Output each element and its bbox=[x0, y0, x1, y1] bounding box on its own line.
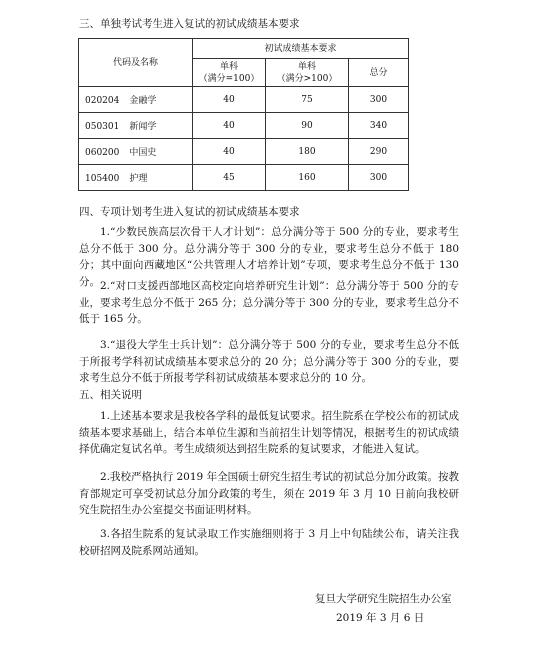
row-total: 300 bbox=[349, 165, 409, 191]
row-single-over100: 75 bbox=[266, 87, 349, 113]
section-5-item-2 bbox=[79, 469, 459, 519]
header-single-high bbox=[266, 59, 349, 87]
section-4-item-2-text: 2.“对口支援西部地区高校定向培养研究生计划”：总分满分等于 500 分的专业，要求考生总分不低于 265 分；总分满分等于 300 分的专业，要求考生总分不低于 165 分。 bbox=[79, 280, 459, 325]
header-code-name: 代码及名称 bbox=[79, 39, 193, 87]
section-5-item-1-text: 1.上述基本要求是我校各学科的最低复试要求。招生院系在学校公布的初试成绩基本要求基础上，结合本单位生源和当前招生计划等情况，根据考生的初试成绩择优确定复试名单。考生成绩须达到招生院系的复试要求，才能进入复试。 bbox=[79, 410, 459, 455]
row-code: 060200 bbox=[85, 148, 120, 158]
row-single-over100: 180 bbox=[266, 139, 349, 165]
section-5-item-3 bbox=[79, 526, 459, 559]
row-total: 290 bbox=[349, 139, 409, 165]
section-4-heading: 四、专项计划考生进入复试的初试成绩基本要求 bbox=[79, 206, 300, 218]
row-single-100: 45 bbox=[193, 165, 266, 191]
section-5-heading: 五、相关说明 bbox=[79, 389, 142, 401]
row-name: 新闻学 bbox=[129, 122, 157, 132]
header-score-group: 初试成绩基本要求 bbox=[193, 39, 409, 59]
row-name: 护理 bbox=[129, 174, 148, 184]
section-4-item-3-text: 3.“退役大学生士兵计划”：总分满分等于 500 分的专业，要求考生总分不低于所报考学科初试成绩基本要求总分的 20 分；总分满分等于 300 分的专业，要求考生总分不低于所报考学科初试成绩基本要求总分的 10 分。 bbox=[79, 339, 459, 384]
row-single-100: 40 bbox=[193, 113, 266, 139]
row-total: 300 bbox=[349, 87, 409, 113]
row-name: 金融学 bbox=[129, 96, 157, 106]
header-single-low bbox=[193, 59, 266, 87]
header-single-low-line1: 单科 bbox=[219, 61, 238, 72]
section-4-item-2 bbox=[79, 278, 459, 328]
table-row bbox=[79, 165, 409, 191]
header-single-high-line2: （满分>100） bbox=[276, 73, 338, 84]
row-name: 中国史 bbox=[129, 148, 157, 158]
section-5-item-3-text: 3.各招生院系的复试录取工作实施细则将于 3 月上中旬陆续公布，请关注我校研招网及院系网站通知。 bbox=[79, 528, 459, 557]
section-4-item-3 bbox=[79, 337, 459, 387]
header-single-high-line1: 单科 bbox=[297, 61, 316, 72]
section-3-heading: 三、单独考试考生进入复试的初试成绩基本要求 bbox=[79, 18, 300, 30]
row-single-100: 40 bbox=[193, 87, 266, 113]
issue-date: 2019 年 3 月 6 日 bbox=[336, 612, 425, 624]
section-5-item-2-text: 2.我校严格执行 2019 年全国硕士研究生招生考试的初试总分加分政策。按教育部规定可享受初试总分加分政策的考生，须在 2019 年 3 月 10 日前向我校研究生院招生办公室提交书面证明材料。 bbox=[79, 471, 459, 516]
table-row bbox=[79, 113, 409, 139]
row-code: 020204 bbox=[85, 96, 120, 106]
header-total: 总分 bbox=[349, 59, 409, 87]
header-single-low-line2: （满分=100） bbox=[198, 73, 260, 84]
table-row bbox=[79, 87, 409, 113]
row-code: 050301 bbox=[85, 122, 120, 132]
row-total: 340 bbox=[349, 113, 409, 139]
issuing-office: 复旦大学研究生院招生办公室 bbox=[315, 593, 452, 605]
table-row bbox=[79, 139, 409, 165]
row-single-over100: 160 bbox=[266, 165, 349, 191]
section-5-item-1 bbox=[79, 408, 459, 458]
row-code: 105400 bbox=[85, 174, 120, 184]
score-requirements-table bbox=[78, 38, 409, 191]
row-single-over100: 90 bbox=[266, 113, 349, 139]
section-4-item-1-text: 1.“少数民族高层次骨干人才计划”：总分满分等于 500 分的专业，要求考生总分不低于 300 分。总分满分等于 300 分的专业，要求考生总分不低于 180 分；其中面向西藏地区“公共管理人才培养计划”专项，要求考生总分不低于 130 分。 bbox=[79, 226, 459, 288]
row-single-100: 40 bbox=[193, 139, 266, 165]
